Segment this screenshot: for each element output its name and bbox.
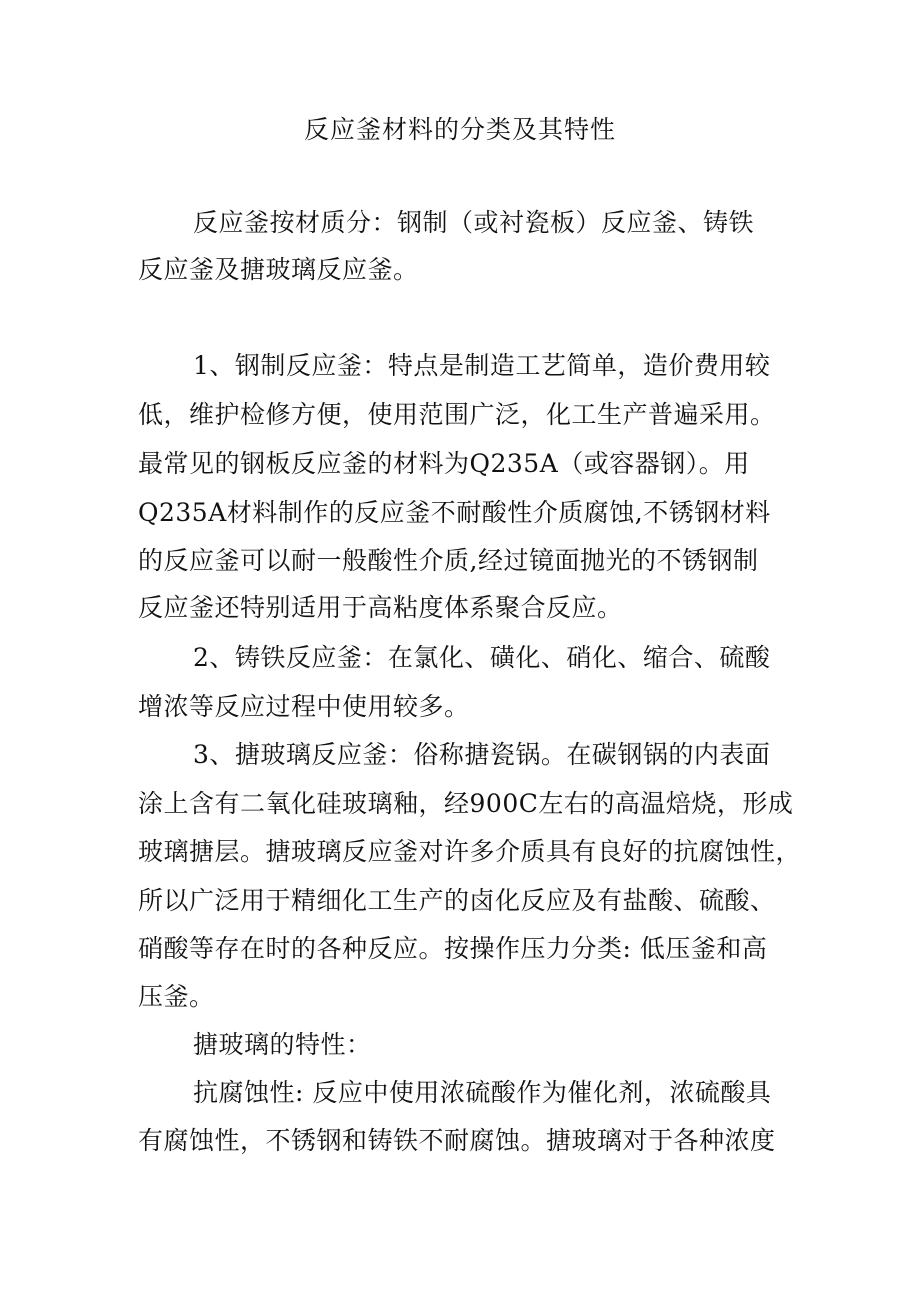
paragraph-line: 反应釜及搪玻璃反应釜。 [138, 255, 419, 284]
paragraph-line: 涂上含有二氧化硅玻璃釉，经900C左右的高温焙烧，形成 [138, 789, 794, 818]
paragraph-line: 反应釜按材质分：钢制（或衬瓷板）反应釜、铸铁 [193, 208, 755, 237]
paragraph-line: 1、钢制反应釜：特点是制造工艺简单，造价费用较 [193, 351, 771, 380]
paragraph-line: 反应釜还特别适用于高粘度体系聚合反应。 [138, 593, 623, 622]
paragraph-line: 所以广泛用于精细化工生产的卤化反应及有盐酸、硫酸、 [138, 886, 776, 915]
paragraph-line: 3、搪玻璃反应釜：俗称搪瓷锅。在碳钢锅的内表面 [193, 740, 771, 769]
paragraph-line: 硝酸等存在时的各种反应。按操作压力分类: 低压釜和高 [138, 934, 768, 963]
paragraph-line: 有腐蚀性，不锈钢和铸铁不耐腐蚀。搪玻璃对于各种浓度 [138, 1126, 776, 1155]
paragraph-line: 2、铸铁反应釜：在氯化、磺化、硝化、缩合、硫酸 [193, 643, 771, 672]
paragraph-line: 压釜。 [138, 982, 215, 1011]
paragraph-line: 抗腐蚀性: 反应中使用浓硫酸作为催化剂，浓硫酸具 [193, 1078, 772, 1107]
paragraph-line: 的反应釜可以耐一般酸性介质,经过镜面抛光的不锈钢制 [138, 546, 759, 575]
paragraph-line: 最常见的钢板反应釜的材料为Q235A（或容器钢）。用 [138, 449, 750, 478]
section-heading: 搪玻璃的特性： [193, 1030, 372, 1059]
paragraph-line: 增浓等反应过程中使用较多。 [138, 692, 470, 721]
paragraph-line: 玻璃搪层。搪玻璃反应釜对许多介质具有良好的抗腐蚀性， [138, 837, 802, 866]
paragraph-line: Q235A材料制作的反应釜不耐酸性介质腐蚀,不锈钢材料 [138, 498, 771, 527]
paragraph-line: 低，维护检修方便，使用范围广泛，化工生产普遍采用。 [138, 400, 776, 429]
page-title: 反应釜材料的分类及其特性 [303, 115, 616, 144]
